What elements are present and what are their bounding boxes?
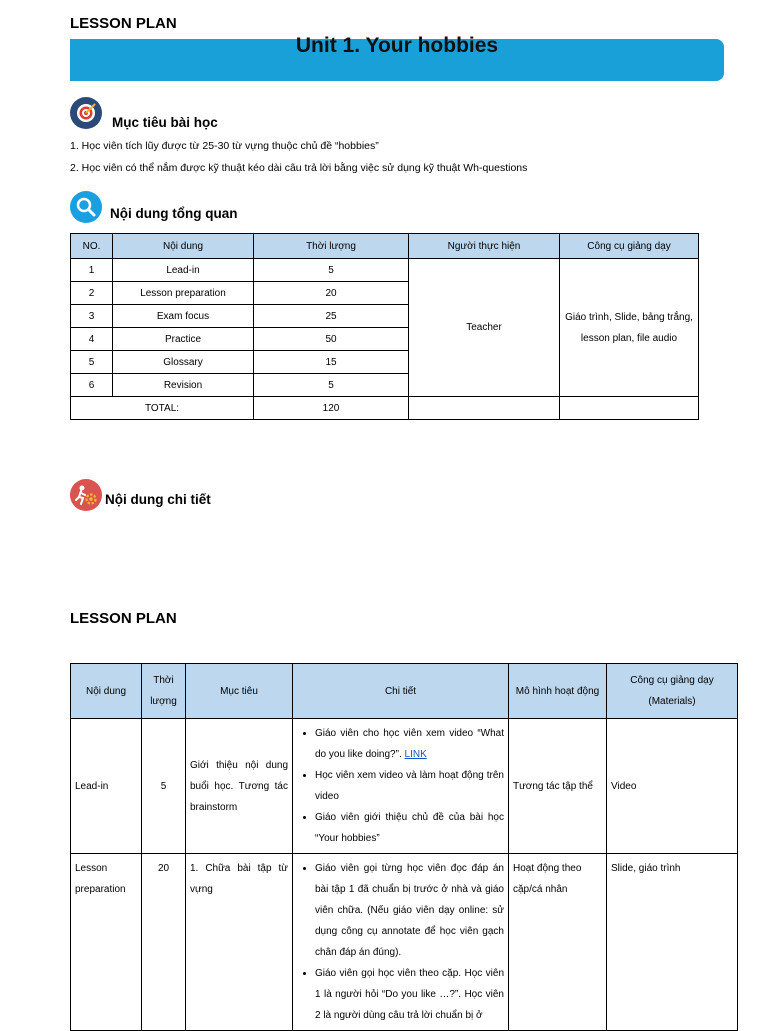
running-gear-icon [70,479,102,511]
column-header: Người thực hiện [409,234,560,259]
row-number: 2 [71,282,113,305]
column-header: Mô hình hoạt động [509,664,607,719]
column-header: Thời lượng [254,234,409,259]
column-header: Mục tiêu [186,664,293,719]
total-label: TOTAL: [71,397,254,420]
objectives-title: Mục tiêu bài học [112,115,218,130]
list-item: • Giáo viên gọi từng học viên đọc đáp án bài tập 1 đã chuẩn bị trước ở nhà và giáo viên chữa. (Nếu giáo viên dạy online: sử dụng công cụ annotate để học viên gạch chân đáp án đúng). [315,858,504,963]
tools-cell [560,259,699,397]
empty-cell [409,397,560,420]
row-detail [293,719,509,854]
row-number: 1 [71,259,113,282]
row-number: 4 [71,328,113,351]
list-item: • Giáo viên giới thiệu chủ đề của bài học “Your hobbies” [315,807,504,849]
detail-title: Nội dung chi tiết [105,492,211,507]
row-duration: 5 [254,374,409,397]
list-item: • Học viên xem video và làm hoạt động trên video [315,765,504,807]
row-duration: 25 [254,305,409,328]
row-objective: 1. Chữa bài tập từ vựng [186,854,293,1031]
row-tools: Slide, giáo trình [607,854,738,1031]
row-number: 5 [71,351,113,374]
list-item [315,723,504,765]
objective-item: 1. Học viên tích lũy được từ 25-30 từ vựng thuộc chủ đề “hobbies” [70,140,379,152]
column-header: Công cụ giảng dạy [560,234,699,259]
row-content: Lead-in [71,719,142,854]
row-content: Lesson preparation [113,282,254,305]
search-icon [70,191,102,223]
objective-item: 2. Học viên có thể nắm được kỹ thuật kéo dài câu trả lời bằng việc sử dụng kỹ thuật Wh-questions [70,162,528,174]
lesson-plan-table [70,663,738,1031]
row-content: Lead-in [113,259,254,282]
target-icon [70,97,102,129]
column-header: Nội dung [71,664,142,719]
row-number: 3 [71,305,113,328]
row-duration: 50 [254,328,409,351]
overview-table [70,233,699,420]
row-objective: Giới thiệu nội dung buổi học. Tương tác brainstorm [186,719,293,854]
row-content: Exam focus [113,305,254,328]
row-model: Tương tác tập thể [509,719,607,854]
row-duration: 15 [254,351,409,374]
table-header-row [71,234,699,259]
column-header: Công cụ giảng dạy (Materials) [607,664,738,719]
column-header: Nội dung [113,234,254,259]
bullet-text: Giáo viên cho học viên xem video “What do you like doing?”. [315,728,504,760]
list-item: • Giáo viên gọi học viên theo cặp. Học viên 1 là người hỏi “Do you like …?”. Học viên 2 là người dùng câu trả lời chuẩn bị ở [315,963,504,1026]
row-content: Practice [113,328,254,351]
table-header-row [71,664,738,719]
table-row [71,854,738,1031]
row-tools: Video [607,719,738,854]
row-content: Lesson preparation [71,854,142,1031]
row-duration: 20 [142,854,186,1031]
performer-cell: Teacher [409,259,560,397]
overview-title: Nội dung tổng quan [110,206,238,221]
row-content: Glossary [113,351,254,374]
row-model: Hoạt động theo cặp/cá nhân [509,854,607,1031]
row-duration: 5 [254,259,409,282]
unit-title: Unit 1. Your hobbies [295,34,499,57]
table-row [71,259,699,282]
row-duration: 5 [142,719,186,854]
lesson-plan-title: LESSON PLAN [70,610,177,627]
table-row [71,719,738,854]
empty-cell [560,397,699,420]
column-header: Thời lượng [142,664,186,719]
video-link[interactable]: LINK [404,749,427,760]
row-duration: 20 [254,282,409,305]
total-row [71,397,699,420]
tools-line: Giáo trình, Slide, bảng trắng, [565,311,693,323]
column-header: NO. [71,234,113,259]
tools-line: lesson plan, file audio [580,332,678,344]
total-value: 120 [254,397,409,420]
row-number: 6 [71,374,113,397]
document-header: LESSON PLAN [70,15,177,32]
row-detail [293,854,509,1031]
column-header: Chi tiết [293,664,509,719]
row-content: Revision [113,374,254,397]
